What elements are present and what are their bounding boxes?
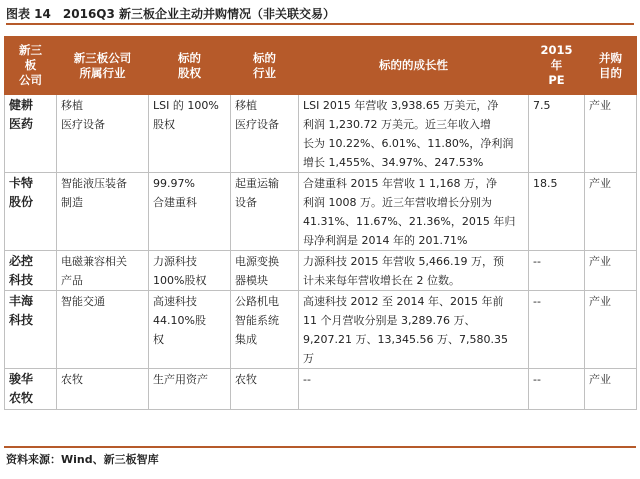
header-line: 目的 — [599, 65, 622, 80]
header-target-industry — [231, 37, 299, 95]
table-row — [5, 173, 637, 251]
cell-growth — [299, 291, 529, 369]
cell-company — [5, 291, 57, 369]
header-line: 标的 — [253, 50, 276, 65]
cell-target-equity — [149, 251, 231, 291]
cell-line: 器模块 — [235, 274, 268, 287]
header-line: 2015 — [540, 43, 573, 57]
cell-line: 卡特 — [9, 176, 34, 190]
cell-growth — [299, 95, 529, 173]
cell-pe: -- — [529, 369, 585, 410]
cell-purpose: 产业 — [585, 291, 637, 369]
cell-target-industry — [231, 95, 299, 173]
cell-line: 股权 — [153, 118, 175, 131]
figure-label: 图表 14 — [6, 7, 51, 21]
cell-line: 集成 — [235, 333, 257, 346]
cell-purpose: 产业 — [585, 251, 637, 291]
cell-pe: -- — [529, 291, 585, 369]
cell-line: 电源变换 — [235, 255, 279, 268]
cell-industry — [57, 173, 149, 251]
cell-target-equity — [149, 369, 231, 410]
header-line: 公司 — [19, 73, 42, 87]
cell-company — [5, 251, 57, 291]
table-row — [5, 251, 637, 291]
source-note: 资料来源：Wind、新三板智库 — [6, 453, 159, 466]
cell-pe: 18.5 — [529, 173, 585, 251]
header-line: 新三 — [19, 43, 42, 57]
cell-line: 智能液压装备 — [61, 177, 127, 190]
cell-line: -- — [303, 373, 311, 386]
cell-line: 农牧 — [235, 373, 257, 386]
header-line: 股权 — [178, 65, 201, 80]
cell-line: 长为 10.22%、6.01%、11.80%，净利润 — [303, 137, 514, 150]
cell-line: LSI 的 100% — [153, 99, 219, 112]
cell-line: 产品 — [61, 274, 83, 287]
cell-line: 力源科技 2015 年营收 5,466.19 万，预 — [303, 255, 504, 268]
cell-line: 农牧 — [9, 391, 34, 405]
cell-company — [5, 173, 57, 251]
cell-growth — [299, 369, 529, 410]
header-line: 所属行业 — [79, 65, 126, 80]
header-line: 标的 — [178, 50, 201, 65]
cell-company — [5, 369, 57, 410]
cell-line: 41.31%、11.67%、21.36%，2015 年归 — [303, 215, 516, 228]
footer-divider — [4, 446, 636, 448]
header-company — [5, 37, 57, 95]
cell-line: 11 个月营收分别是 3,289.76 万、 — [303, 314, 476, 327]
cell-line: 44.10%股 — [153, 314, 206, 327]
cell-line: 生产用资产 — [153, 373, 208, 386]
header-pe — [529, 37, 585, 95]
cell-line: 99.97% — [153, 177, 195, 190]
cell-target-equity — [149, 291, 231, 369]
table-row — [5, 95, 637, 173]
cell-line: 智能系统 — [235, 314, 279, 327]
cell-line: 移植 — [235, 99, 257, 112]
header-target-equity — [149, 37, 231, 95]
cell-line: 万 — [303, 352, 314, 365]
cell-growth — [299, 251, 529, 291]
cell-pe: -- — [529, 251, 585, 291]
cell-line: 100%股权 — [153, 274, 207, 287]
cell-line: LSI 2015 年营收 3,938.65 万美元，净 — [303, 99, 499, 112]
cell-target-industry — [231, 291, 299, 369]
cell-line: 合建重科 2015 年营收 1 1,168 万，净 — [303, 177, 497, 190]
cell-line: 健耕 — [9, 98, 34, 112]
cell-line: 智能交通 — [61, 295, 105, 308]
cell-industry — [57, 291, 149, 369]
header-line: PE — [548, 73, 565, 87]
header-industry — [57, 37, 149, 95]
cell-purpose: 产业 — [585, 95, 637, 173]
cell-line: 权 — [153, 333, 164, 346]
cell-growth — [299, 173, 529, 251]
cell-line: 设备 — [235, 196, 257, 209]
header-line: 板 — [24, 58, 37, 72]
cell-target-industry — [231, 173, 299, 251]
cell-company — [5, 95, 57, 173]
acquisition-table — [4, 36, 637, 410]
cell-line: 农牧 — [61, 373, 83, 386]
cell-line: 丰海 — [9, 294, 34, 308]
table-header-row — [5, 37, 637, 95]
cell-line: 增长 1,455%、34.97%、247.53% — [303, 156, 484, 169]
cell-target-equity — [149, 95, 231, 173]
header-line: 并购 — [599, 50, 622, 65]
cell-target-equity — [149, 173, 231, 251]
cell-line: 力源科技 — [153, 255, 197, 268]
cell-line: 母净利润是 2014 年的 201.71% — [303, 234, 468, 247]
cell-purpose: 产业 — [585, 369, 637, 410]
cell-line: 制造 — [61, 196, 83, 209]
cell-line: 电磁兼容相关 — [61, 255, 127, 268]
cell-line: 高速科技 2012 至 2014 年、2015 年前 — [303, 295, 504, 308]
cell-line: 股份 — [9, 195, 34, 209]
cell-pe: 7.5 — [529, 95, 585, 173]
header-purpose — [585, 37, 637, 95]
cell-line: 骏华 — [9, 372, 34, 386]
cell-line: 必控 — [9, 254, 34, 268]
header-line: 新三板公司 — [73, 50, 132, 65]
cell-line: 合建重科 — [153, 196, 197, 209]
cell-line: 9,207.21 万、13,345.56 万、7,580.35 — [303, 333, 508, 346]
cell-line: 医药 — [9, 117, 34, 131]
header-growth — [299, 37, 529, 95]
cell-line: 利润 1008 万。近三年营收增长分别为 — [303, 196, 492, 209]
figure-title-text: 2016Q3 新三板企业主动并购情况（非关联交易） — [62, 7, 336, 21]
cell-line: 利润 1,230.72 万美元。近三年收入增 — [303, 118, 491, 131]
table-row — [5, 291, 637, 369]
header-line: 行业 — [253, 65, 276, 80]
table-row — [5, 369, 637, 410]
cell-line: 科技 — [9, 273, 34, 287]
cell-industry — [57, 95, 149, 173]
cell-target-industry — [231, 369, 299, 410]
cell-line: 移植 — [61, 99, 83, 112]
cell-industry — [57, 369, 149, 410]
cell-line: 起重运输 — [235, 177, 279, 190]
cell-line: 医疗设备 — [61, 118, 105, 131]
cell-target-industry — [231, 251, 299, 291]
cell-line: 高速科技 — [153, 295, 197, 308]
cell-line: 公路机电 — [235, 295, 279, 308]
header-line: 年 — [550, 58, 563, 72]
cell-line: 医疗设备 — [235, 118, 279, 131]
cell-line: 科技 — [9, 313, 34, 327]
header-line: 标的的成长性 — [379, 58, 448, 72]
cell-purpose: 产业 — [585, 173, 637, 251]
table-body — [5, 95, 637, 410]
cell-industry — [57, 251, 149, 291]
cell-line: 计未来每年营收增长在 2 位数。 — [303, 274, 460, 287]
figure-title — [6, 5, 634, 25]
